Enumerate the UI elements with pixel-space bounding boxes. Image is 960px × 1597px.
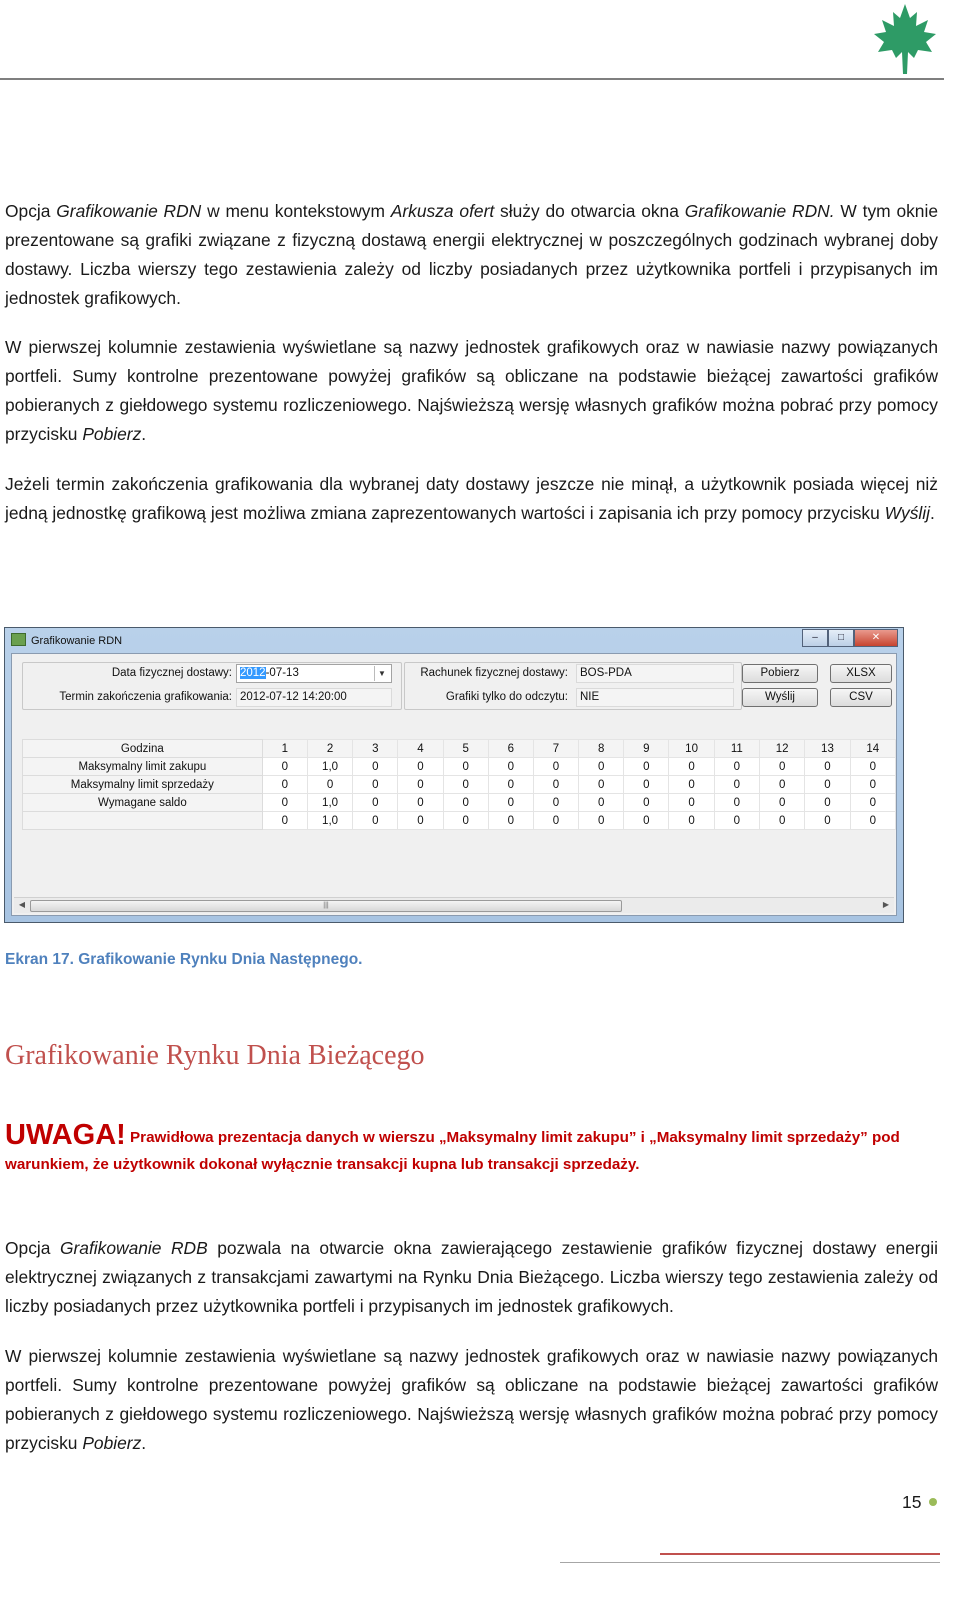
grid-cell[interactable]: 0 — [669, 758, 714, 776]
table-row — [23, 794, 896, 812]
grid-cell[interactable]: 0 — [850, 776, 895, 794]
grid-cell[interactable]: 0 — [488, 776, 533, 794]
data-dostawy-label: Data fizycznej dostawy: — [111, 667, 232, 679]
grid-hour-header: 6 — [488, 740, 533, 758]
grid-cell[interactable]: 0 — [262, 812, 307, 830]
grid-cell[interactable]: 0 — [850, 758, 895, 776]
grid-cell[interactable]: 0 — [669, 794, 714, 812]
grid-cell[interactable]: 0 — [443, 758, 488, 776]
grid-cell[interactable]: 0 — [262, 758, 307, 776]
paragraph-3: Jeżeli termin zakończenia grafikowania dla wybranej daty dostawy jeszcze nie minął, a użytkownik posiada więcej niż jedną jednostkę grafikową jest możliwa zmiana zaprezentowanych wartości i zapisania ich przy pomocy przycisku Wyślij. — [5, 474, 938, 523]
maximize-button[interactable]: □ — [828, 629, 854, 647]
grid-cell[interactable]: 0 — [624, 776, 669, 794]
grid-cell[interactable]: 0 — [353, 794, 398, 812]
grid-cell[interactable]: 0 — [805, 812, 850, 830]
grid-cell[interactable]: 0 — [262, 776, 307, 794]
grid-cell[interactable]: 0 — [760, 758, 805, 776]
grid-cell[interactable]: 0 — [398, 776, 443, 794]
grid-hour-header: 10 — [669, 740, 714, 758]
grid-row-label: Maksymalny limit sprzedaży — [23, 776, 263, 794]
grid-hour-header: 14 — [850, 740, 895, 758]
grid-cell[interactable]: 0 — [488, 794, 533, 812]
grid-row-label: Maksymalny limit zakupu — [23, 758, 263, 776]
minimize-button[interactable]: – — [802, 629, 828, 647]
section-heading: Grafikowanie Rynku Dnia Bieżącego — [5, 1040, 425, 1071]
grid-cell[interactable]: 0 — [443, 812, 488, 830]
wyslij-button[interactable]: Wyślij — [742, 688, 818, 707]
warning-label: UWAGA! — [5, 1119, 126, 1151]
grid-hour-header: 11 — [714, 740, 759, 758]
grid-hour-header: 8 — [579, 740, 624, 758]
grid-cell[interactable]: 0 — [353, 776, 398, 794]
pobierz-button[interactable]: Pobierz — [742, 664, 818, 683]
grid-cell[interactable]: 0 — [624, 812, 669, 830]
termin-label: Termin zakończenia grafikowania: — [59, 691, 232, 703]
grid-cell[interactable]: 0 — [353, 758, 398, 776]
paragraph-2: W pierwszej kolumnie zestawienia wyświetlane są nazwy jednostek grafikowych oraz w nawiasie nazwy powiązanych portfeli. Sumy kontrolne prezentowane powyżej grafików są obliczane na podstawie bieżącej zawartości grafików pobieranych z giełdowego systemu rozliczeniowego. Najświeższą wersję własnych grafików można pobrać przy pomocy przycisku Pobierz. — [5, 337, 938, 444]
grid-cell[interactable]: 0 — [714, 776, 759, 794]
window-client — [11, 653, 897, 916]
grid-cell[interactable]: 0 — [533, 776, 578, 794]
grid-cell[interactable]: 0 — [669, 812, 714, 830]
page-number: 15 — [902, 1492, 922, 1512]
scrollbar-thumb[interactable]: ||| — [30, 900, 622, 912]
grid-cell[interactable]: 0 — [398, 758, 443, 776]
scroll-left-icon[interactable]: ◀ — [18, 900, 26, 909]
grid-cell[interactable]: 0 — [579, 758, 624, 776]
grid-cell[interactable]: 0 — [714, 758, 759, 776]
grid-cell[interactable]: 0 — [850, 794, 895, 812]
grid-cell[interactable]: 0 — [443, 776, 488, 794]
grid-hour-header: 4 — [398, 740, 443, 758]
grafikowanie-rdn-window — [4, 627, 904, 923]
grid-cell[interactable]: 0 — [398, 812, 443, 830]
schedule-grid — [22, 739, 896, 830]
grid-row-label: Wymagane saldo — [23, 794, 263, 812]
grid-cell[interactable]: 0 — [488, 812, 533, 830]
window-controls — [802, 629, 898, 646]
grid-cell[interactable]: 1,0 — [307, 812, 352, 830]
grid-cell[interactable]: 0 — [579, 776, 624, 794]
grid-cell[interactable]: 0 — [488, 758, 533, 776]
grid-header-row — [23, 740, 896, 758]
grid-hour-header: 3 — [353, 740, 398, 758]
horizontal-scrollbar[interactable] — [14, 897, 894, 913]
maple-leaf-icon — [870, 2, 940, 76]
paragraph-4: Opcja Grafikowanie RDB pozwala na otwarcie okna zawierającego zestawienie grafików fizycznej dostawy energii elektrycznej związanych z transakcjami zawartymi na Rynku Dnia Bieżącego. Liczba wierszy tego zestawienia zależy od liczby posiadanych przez użytkownika portfeli i przypisanych im jednostek grafikowych. — [5, 1238, 938, 1316]
grid-cell[interactable]: 0 — [533, 812, 578, 830]
chevron-down-icon[interactable]: ▼ — [374, 666, 389, 681]
grid-cell[interactable]: 0 — [262, 794, 307, 812]
grid-hour-header: 2 — [307, 740, 352, 758]
grid-cell[interactable]: 0 — [624, 758, 669, 776]
window-app-icon — [11, 633, 26, 646]
grid-cell[interactable]: 0 — [850, 812, 895, 830]
warning-text: Prawidłowa prezentacja danych w wierszu „Maksymalny limit zakupu” i „Maksymalny limit sprzedaży” pod warunkiem, że użytkownik dokonał wyłącznie transakcji kupna lub transakcji sprzedaży. — [5, 1129, 900, 1173]
paragraph-5: W pierwszej kolumnie zestawienia wyświetlane są nazwy jednostek grafikowych oraz w nawiasie nazwy powiązanych portfeli. Sumy kontrolne prezentowane powyżej grafików są obliczane na podstawie bieżącej zawartości grafików pobieranych z giełdowego systemu rozliczeniowego. Najświeższą wersję własnych grafików można pobrać przy pomocy przycisku Pobierz. — [5, 1346, 938, 1453]
figure-caption: Ekran 17. Grafikowanie Rynku Dnia Następnego. — [5, 951, 363, 968]
odczyt-value: NIE — [576, 688, 734, 707]
close-button[interactable]: ✕ — [854, 629, 898, 647]
table-row — [23, 776, 896, 794]
grid-cell[interactable]: 1,0 — [307, 794, 352, 812]
rachunek-value: BOS-PDA — [576, 664, 734, 683]
paragraph-1: Opcja Grafikowanie RDN w menu kontekstowym Arkusza ofert służy do otwarcia okna Grafikowanie RDN. W tym oknie prezentowane są grafiki związane z fizyczną dostawą energii elektrycznej w poszczególnych godzinach wybranej doby dostawy. Liczba wierszy tego zestawienia zależy od liczby posiadanych przez użytkownika portfeli i przypisanych im jednostek grafikowych. — [5, 201, 939, 308]
table-row — [23, 812, 896, 830]
grid-cell[interactable]: 0 — [579, 812, 624, 830]
grid-cell[interactable]: 0 — [714, 812, 759, 830]
grid-cell[interactable]: 1,0 — [307, 758, 352, 776]
termin-value: 2012-07-12 14:20:00 — [236, 688, 392, 707]
grid-header-label: Godzina — [23, 740, 263, 758]
grid-hour-header: 1 — [262, 740, 307, 758]
data-dostawy-year: 2012 — [240, 667, 266, 679]
grid-hour-header: 5 — [443, 740, 488, 758]
grid-hour-header: 12 — [760, 740, 805, 758]
grid-cell[interactable]: 0 — [398, 794, 443, 812]
rachunek-label: Rachunek fizycznej dostawy: — [420, 667, 568, 679]
xlsx-button[interactable]: XLSX — [830, 664, 892, 683]
grid-cell[interactable]: 0 — [624, 794, 669, 812]
grid-cell[interactable]: 0 — [443, 794, 488, 812]
grid-cell[interactable]: 0 — [760, 794, 805, 812]
grid-cell[interactable]: 0 — [533, 758, 578, 776]
warning-note — [5, 1119, 938, 1178]
grid-cell[interactable]: 0 — [805, 758, 850, 776]
grid-cell[interactable]: 0 — [805, 776, 850, 794]
grid-hour-header: 7 — [533, 740, 578, 758]
scroll-right-icon[interactable]: ▶ — [882, 900, 890, 909]
header-rule — [0, 78, 944, 80]
grid-cell[interactable]: 0 — [353, 812, 398, 830]
odczyt-label: Grafiki tylko do odczytu: — [445, 691, 568, 703]
grid-cell[interactable]: 0 — [307, 776, 352, 794]
grid-cell[interactable]: 0 — [579, 794, 624, 812]
csv-button[interactable]: CSV — [830, 688, 892, 707]
grid-cell[interactable]: 0 — [533, 794, 578, 812]
page-dot-icon — [929, 1498, 937, 1506]
footer-red-rule — [660, 1553, 940, 1555]
grid-cell[interactable]: 0 — [714, 794, 759, 812]
grid-hour-header: 9 — [624, 740, 669, 758]
grid-row-label — [23, 812, 263, 830]
data-dostawy-rest: -07-13 — [265, 667, 299, 679]
grid-hour-header: 13 — [805, 740, 850, 758]
grid-cell[interactable]: 0 — [760, 776, 805, 794]
data-dostawy-select[interactable] — [236, 664, 392, 683]
grid-cell[interactable]: 0 — [760, 812, 805, 830]
window-title: Grafikowanie RDN — [11, 631, 122, 651]
grid-cell[interactable]: 0 — [669, 776, 714, 794]
grid-cell[interactable]: 0 — [805, 794, 850, 812]
footer-grey-rule — [560, 1562, 940, 1563]
table-row — [23, 758, 896, 776]
